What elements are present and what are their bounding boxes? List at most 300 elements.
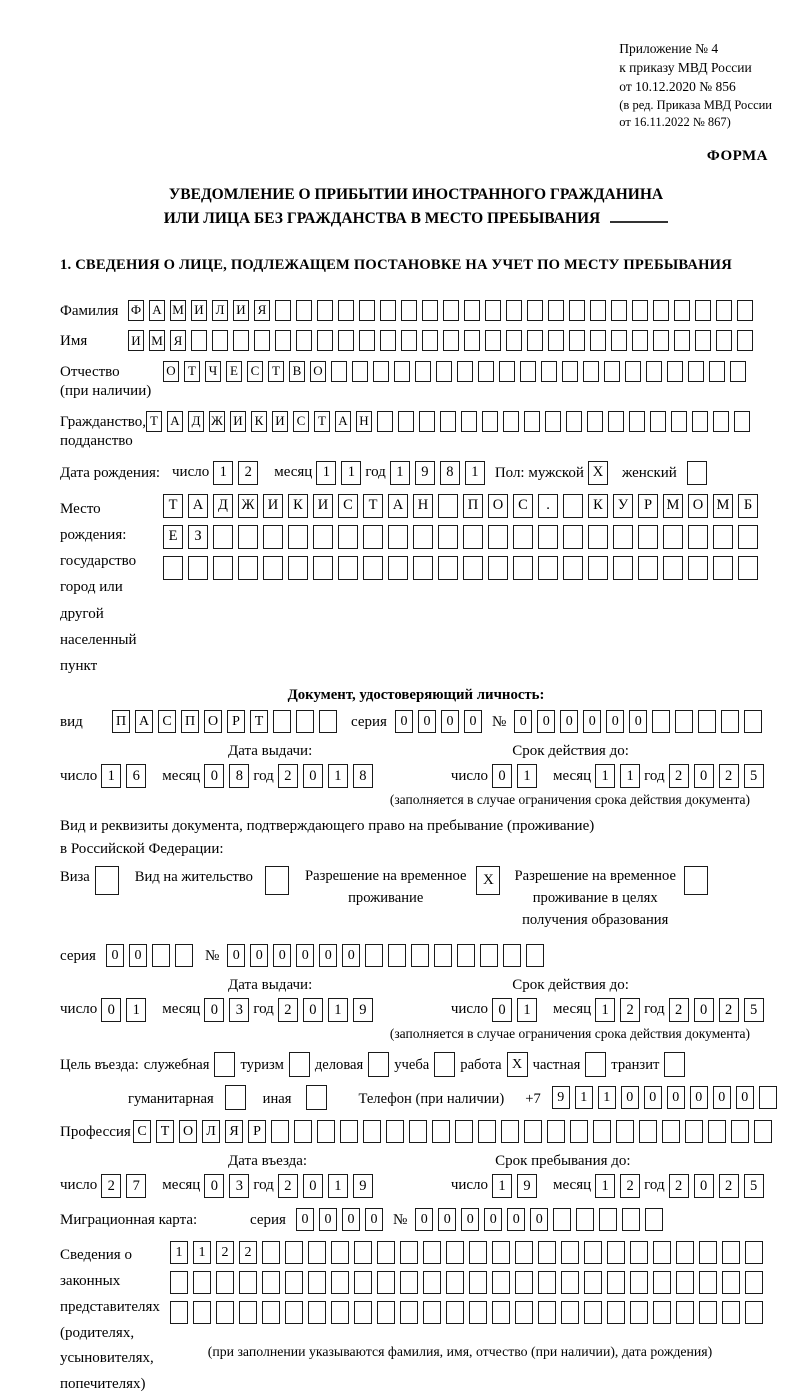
form-cell: А [135,710,153,733]
form-cell: Т [268,361,284,382]
form-cell: 0 [365,1208,383,1231]
doc-valid-day-cells [492,764,537,788]
form-cell: 2 [669,998,689,1022]
day-label: число [60,1001,98,1018]
form-cell [377,1271,395,1294]
form-cell: К [588,494,608,518]
form-cell [721,710,739,733]
form-cell: 0 [694,764,714,788]
form-cell [469,1301,487,1324]
form-cell [524,1120,542,1143]
form-cell [216,1301,234,1324]
form-cell: 0 [296,1208,314,1231]
sex-male-label: Пол: мужской [494,464,584,481]
form-cell: 2 [278,998,298,1022]
form-cell [331,361,347,382]
day-label: число [60,767,98,784]
form-cell: 2 [216,1241,234,1264]
form-cell [520,361,536,382]
form-cell [674,330,690,351]
field-birthdate [60,461,772,485]
form-cell: Д [188,411,204,432]
form-cell: 1 [316,461,336,485]
form-cell: Л [212,300,228,321]
form-cell [630,1301,648,1324]
form-cell [388,556,408,580]
form-cell: И [191,300,207,321]
form-cell: 8 [353,764,373,788]
year-label: год [253,767,274,784]
form-cell: И [272,411,288,432]
form-cell [663,556,683,580]
form-cell: Т [146,411,162,432]
form-cell [585,1052,606,1077]
form-cell [695,300,711,321]
form-cell: 0 [101,998,121,1022]
phone-prefix: +7 [525,1091,541,1108]
form-cell: Я [170,330,186,351]
stayuntil-day-cells [492,1174,537,1198]
form-cell: 1 [595,764,615,788]
form-cell: 0 [492,764,512,788]
sex-female-label: женский [621,464,677,481]
citizenship-label: Гражданство, [60,413,147,430]
patronymic-cells [163,361,746,382]
doc-vid-label: вид [60,714,83,731]
form-cell: 0 [415,1208,433,1231]
field-patronymic [60,361,772,402]
field-citizenship [60,411,772,452]
form-cell [419,411,435,432]
form-cell [744,710,762,733]
form-cell [354,1301,372,1324]
migcard-number-label: № [392,1211,408,1228]
form-cell [653,300,669,321]
form-cell [583,361,599,382]
form-cell: Д [213,494,233,518]
form-cell [288,525,308,549]
form-cell [191,330,207,351]
birthplace-label4: населенный пункт [60,631,137,675]
form-cell: 8 [229,764,249,788]
form-cell [359,330,375,351]
form-cell: 5 [744,764,764,788]
form-cell: 0 [296,944,314,967]
stay-number-cells [227,944,544,967]
entry-date-header: Дата въезда: [228,1153,308,1170]
form-cell [152,944,170,967]
doc-seriya-cells [395,710,482,733]
form-cell [273,710,291,733]
form-cell: 1 [465,461,485,485]
form-cell [398,411,414,432]
rvp-label-line1: Разрешение на временное [304,868,467,885]
form-cell [734,411,750,432]
form-cell: 7 [126,1174,146,1198]
form-cell [611,330,627,351]
form-cell [352,361,368,382]
reps-label-line1: Сведения о [60,1247,132,1264]
form-cell: . [538,494,558,518]
form-cell: 1 [101,764,121,788]
form-cell [436,361,452,382]
form-cell [317,330,333,351]
form-cell [570,1120,588,1143]
form-cell [492,1271,510,1294]
purpose-other-checkbox [306,1085,327,1110]
form-cell: 2 [719,998,739,1022]
form-cell [667,361,683,382]
form-cell: И [128,330,144,351]
form-cell [438,494,458,518]
form-cell [446,1301,464,1324]
purpose-other-label: иная [262,1091,292,1108]
form-cell [674,300,690,321]
month-label: месяц [162,1177,201,1194]
form-cell [288,556,308,580]
form-cell [377,1301,395,1324]
birthdate-label: Дата рождения: [60,464,161,481]
form-cell [463,525,483,549]
patronymic-note: (при наличии) [60,383,152,400]
form-cell [676,1241,694,1264]
form-cell [587,411,603,432]
form-cell: К [288,494,308,518]
form-cell [561,1241,579,1264]
entry-day-cells [101,1174,146,1198]
form-cell [622,1208,640,1231]
residence-permit-label: Вид на жительство [134,869,253,886]
form-cell [561,1271,579,1294]
year-label: год [644,1001,665,1018]
form-cell [338,556,358,580]
form-cell [212,330,228,351]
appendix-line: от 10.12.2020 № 856 [619,78,736,94]
form-cell [434,1052,455,1077]
form-cell [676,1271,694,1294]
form-cell: 9 [353,1174,373,1198]
reps-cells-row1 [170,1241,763,1264]
form-cell: 1 [213,461,233,485]
form-cell [239,1301,257,1324]
form-cell [340,1120,358,1143]
doc-number-cells [514,710,762,733]
stay-issue-month-cells [204,998,249,1022]
form-cell [413,556,433,580]
form-cell: И [313,494,333,518]
surname-label: Фамилия [60,302,119,319]
form-cell [625,361,641,382]
field-stay-doc-number [60,944,772,967]
form-cell: 0 [227,944,245,967]
form-cell [380,330,396,351]
form-cell: 2 [278,764,298,788]
purpose-humanitarian-label: гуманитарная [128,1091,214,1108]
form-cell [188,556,208,580]
doc-number-label: № [491,714,507,731]
form-title [60,183,772,231]
purpose-tourism-label: туризм [240,1057,284,1074]
form-cell: 1 [390,461,410,485]
form-cell [400,1241,418,1264]
form-cell: И [233,300,249,321]
form-cell [317,1120,335,1143]
rvp-edu-checkbox [684,866,708,895]
month-label: месяц [553,1177,592,1194]
citizenship-label2: подданство [60,433,133,450]
form-cell [446,1271,464,1294]
form-cell [275,300,291,321]
form-cell [422,300,438,321]
form-cell: 1 [598,1086,616,1109]
form-cell [563,494,583,518]
form-cell [193,1271,211,1294]
form-cell [485,330,501,351]
visa-checkbox [95,866,119,895]
form-cell: С [247,361,263,382]
form-cell [688,525,708,549]
form-cell: 2 [719,1174,739,1198]
reps-cells-row2 [170,1271,763,1294]
month-label: месяц [162,767,201,784]
revision-line: (в ред. Приказа МВД России [619,97,772,112]
rvp-edu-label-line1: Разрешение на временное [514,868,676,885]
form-cell [409,1120,427,1143]
form-cell [588,525,608,549]
form-cell: 0 [418,710,436,733]
form-cell [308,1241,326,1264]
stay-doc-line1: Вид и реквизиты документа, подтверждающего право на пребывание (проживание) [60,818,595,835]
form-cell: 5 [744,1174,764,1198]
field-purpose2-phone [60,1085,772,1110]
form-cell: В [289,361,305,382]
form-cell: X [588,461,608,485]
form-cell [464,300,480,321]
form-cell: 5 [744,998,764,1022]
day-label: число [172,463,210,480]
form-cell: А [167,411,183,432]
form-cell [513,525,533,549]
form-cell: 1 [620,764,640,788]
field-migcard [60,1208,772,1231]
doc-issue-month-cells [204,764,249,788]
form-cell [488,556,508,580]
form-cell [306,1085,327,1110]
purpose-study-label: учеба [394,1057,430,1074]
form-cell: О [204,710,222,733]
form-cell [478,361,494,382]
form-cell: 0 [129,944,147,967]
form-cell [759,1086,777,1109]
purpose-business-label: деловая [314,1057,364,1074]
form-cell [503,411,519,432]
form-cell [563,525,583,549]
form-cell [662,1120,680,1143]
form-cell: О [163,361,179,382]
month-label: месяц [274,463,313,480]
purpose-transit-label: транзит [611,1057,660,1074]
day-label: число [450,1177,489,1194]
form-cell [563,556,583,580]
form-cell [722,1271,740,1294]
stay-doc-text2 [60,841,772,858]
stay-valid-year-cells [669,998,764,1022]
form-cell: И [263,494,283,518]
form-cell [413,525,433,549]
form-cell [443,330,459,351]
form-cell: 0 [441,710,459,733]
purpose-work-label: работа [460,1057,502,1074]
purpose-tourism-checkbox [289,1052,310,1077]
field-surname [60,300,772,322]
form-cell [630,1241,648,1264]
form-cell [708,1120,726,1143]
form-cell [547,1120,565,1143]
form-cell [548,330,564,351]
form-cell [380,300,396,321]
form-cell [675,710,693,733]
form-cell [562,361,578,382]
stay-doc-line2: в Российской Федерации: [60,841,224,858]
form-cell [423,1301,441,1324]
form-cell [632,300,648,321]
form-cell [363,1120,381,1143]
stay-issue-header: Дата выдачи: [228,977,313,994]
form-cell [737,300,753,321]
form-cell: М [170,300,186,321]
form-cell: 0 [395,710,413,733]
migcard-seriya-label: серия [250,1211,286,1228]
day-label: число [450,767,489,784]
form-cell: С [133,1120,151,1143]
form-cell [338,525,358,549]
form-cell [457,361,473,382]
form-cell [569,300,585,321]
form-cell: У [613,494,633,518]
form-cell: О [488,494,508,518]
field-identity-doc [60,710,772,733]
sex-female-checkbox [687,461,707,485]
form-cell [698,710,716,733]
form-cell [653,330,669,351]
form-cell [488,525,508,549]
phone-cells [552,1086,777,1109]
form-cell: Н [356,411,372,432]
form-cell: 1 [328,998,348,1022]
year-label: год [365,463,386,480]
birth-year-cells [390,461,485,485]
form-cell [262,1271,280,1294]
form-cell [613,556,633,580]
form-cell [285,1271,303,1294]
year-label: год [253,1177,274,1194]
form-cell: 1 [126,998,146,1022]
form-cell: 0 [560,710,578,733]
reps-label-line5: усыновителях, [60,1350,154,1367]
form-cell [354,1241,372,1264]
field-doc-dates [60,764,772,788]
forma-label: ФОРМА [706,147,768,164]
form-cell: 0 [736,1086,754,1109]
profession-label: Профессия [60,1123,131,1140]
form-cell [214,1052,235,1077]
form-cell: А [149,300,165,321]
rvp-edu-label-line2: проживание в целях [532,890,658,907]
form-cell: 0 [204,764,224,788]
form-cell [629,411,645,432]
form-cell [745,1271,763,1294]
form-cell: 0 [694,1174,714,1198]
form-cell [561,1301,579,1324]
reps-label-line3: представителях [60,1298,160,1315]
form-cell: С [513,494,533,518]
form-cell: 1 [193,1241,211,1264]
form-cell [638,556,658,580]
form-cell [469,1271,487,1294]
form-cell: Е [226,361,242,382]
form-cell: 0 [273,944,291,967]
doc-valid-month-cells [595,764,640,788]
form-cell [388,944,406,967]
form-cell [754,1120,772,1143]
form-cell [616,1120,634,1143]
form-cell: 0 [319,944,337,967]
form-cell [331,1241,349,1264]
form-cell [313,525,333,549]
form-cell [566,411,582,432]
form-cell [238,525,258,549]
form-cell [699,1301,717,1324]
form-cell: 0 [438,1208,456,1231]
form-cell [608,411,624,432]
form-cell [296,710,314,733]
form-cell [687,461,707,485]
form-cell: Т [314,411,330,432]
birthplace-label2: государство [60,553,137,570]
residence-permit-checkbox [265,866,289,895]
form-cell [541,361,557,382]
stayuntil-year-cells [669,1174,764,1198]
stay-date-headers [60,977,772,994]
doc-date-headers [60,743,772,760]
form-cell: 1 [170,1241,188,1264]
form-cell: 2 [669,764,689,788]
doc-validity-note: (заполняется в случае ограничения срока действия документа) [389,792,750,808]
form-cell [271,1120,289,1143]
form-cell [671,411,687,432]
surname-cells [128,300,753,321]
form-cell [645,1208,663,1231]
form-cell [695,330,711,351]
reps-label-line6: попечителях) [60,1376,146,1393]
form-cell [401,300,417,321]
form-cell: Я [225,1120,243,1143]
year-label: год [644,767,665,784]
birthplace-label: Место рождения: [60,500,127,543]
form-cell: 9 [517,1174,537,1198]
doc-vid-cells [112,710,337,733]
form-cell [526,944,544,967]
form-cell [446,1241,464,1264]
form-cell [638,525,658,549]
purpose-humanitarian-checkbox [225,1085,246,1110]
form-cell: 0 [303,998,323,1022]
form-cell [730,361,746,382]
form-cell [584,1271,602,1294]
form-cell: 0 [106,944,124,967]
rvp-edu-label-line3: получения образования [522,912,669,929]
migcard-number-cells [415,1208,663,1231]
